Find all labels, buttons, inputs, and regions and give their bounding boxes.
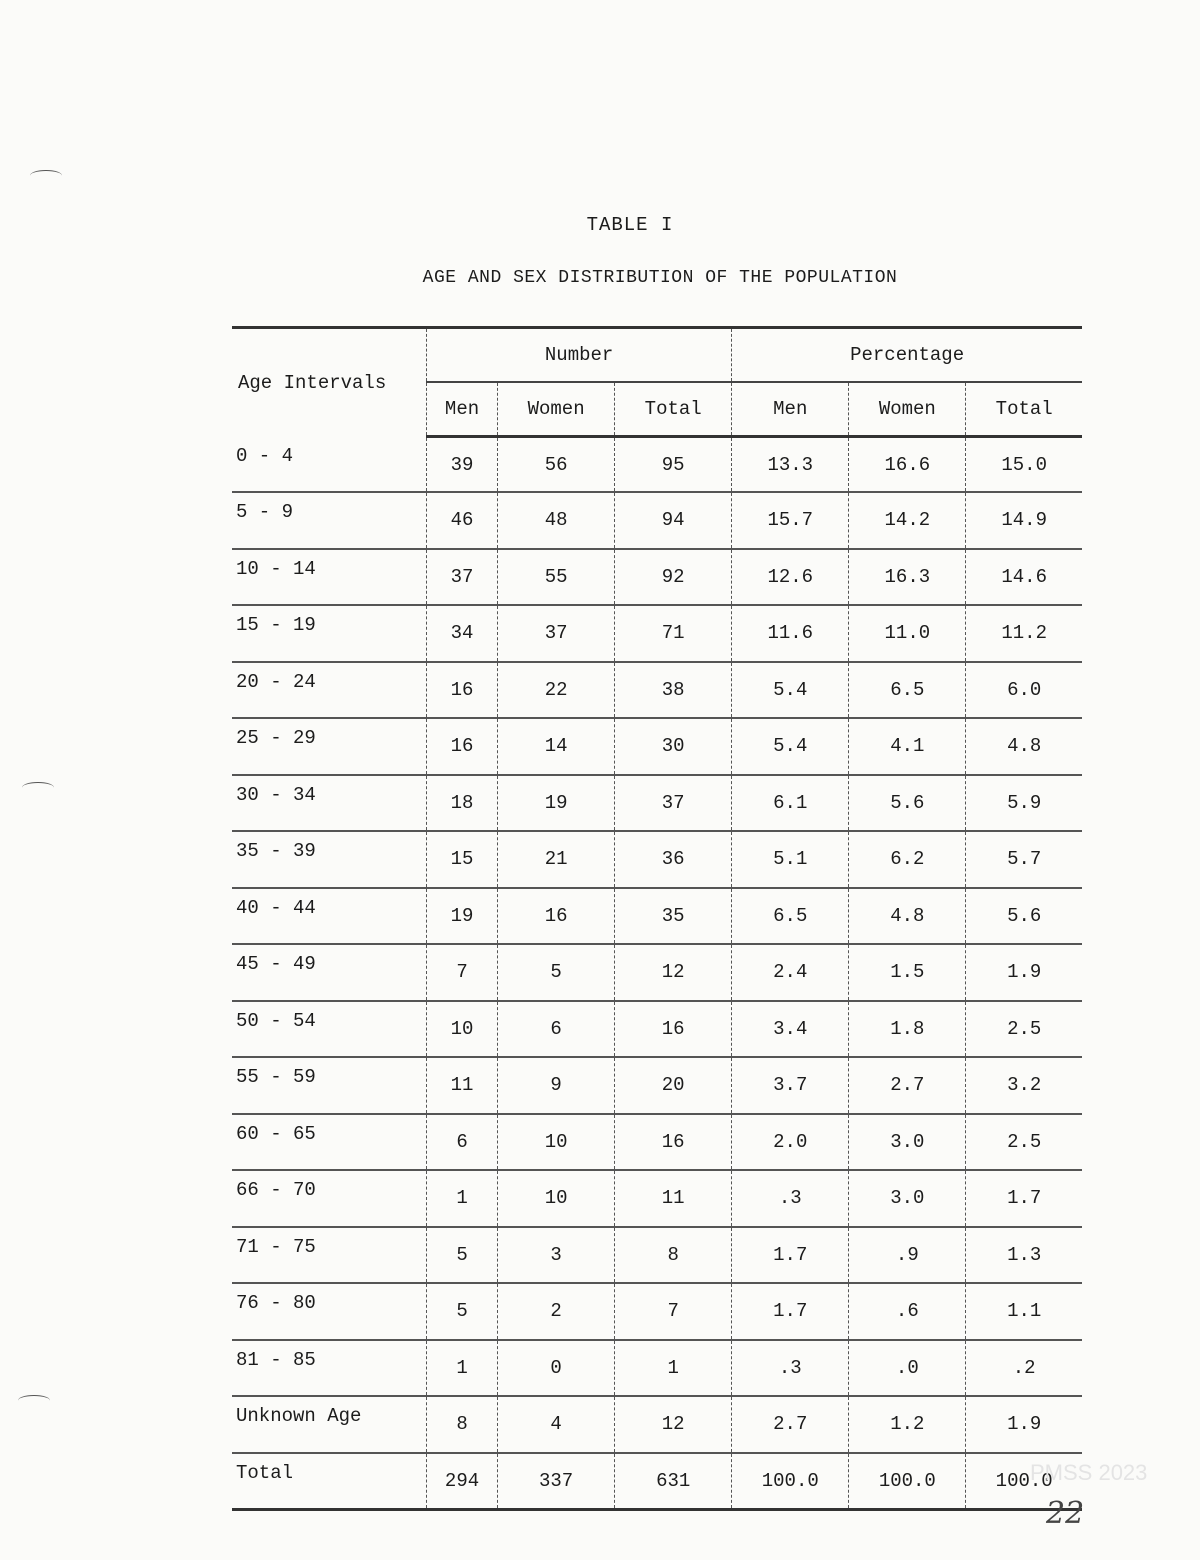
value-cell: 48 <box>498 492 615 549</box>
age-interval-cell: 30 - 34 <box>232 775 427 832</box>
value-cell: 12 <box>615 1396 732 1453</box>
value-cell: 3.4 <box>732 1001 849 1058</box>
age-interval-cell: 35 - 39 <box>232 831 427 888</box>
value-cell: 39 <box>427 437 498 493</box>
value-cell: 14 <box>498 718 615 775</box>
table-row <box>232 1283 1082 1340</box>
value-cell: 15 <box>427 831 498 888</box>
value-cell: 14.6 <box>966 549 1082 606</box>
value-cell: 15.7 <box>732 492 849 549</box>
age-interval-cell: 40 - 44 <box>232 888 427 945</box>
value-cell: 6 <box>427 1114 498 1171</box>
age-interval-cell: 5 - 9 <box>232 492 427 549</box>
age-interval-cell: 60 - 65 <box>232 1114 427 1171</box>
age-interval-cell: 45 - 49 <box>232 944 427 1001</box>
value-cell: 7 <box>427 944 498 1001</box>
table-row <box>232 1170 1082 1227</box>
number-group-header: Number <box>427 328 732 383</box>
value-cell: 1.7 <box>732 1227 849 1284</box>
value-cell: 294 <box>427 1453 498 1510</box>
value-cell: 22 <box>498 662 615 719</box>
value-cell: 10 <box>427 1001 498 1058</box>
total-row <box>232 1453 1082 1510</box>
value-cell: 5.1 <box>732 831 849 888</box>
value-cell: 4 <box>498 1396 615 1453</box>
table-row <box>232 775 1082 832</box>
watermark: PMSS 2023 <box>1030 1460 1148 1485</box>
value-cell: 2.0 <box>732 1114 849 1171</box>
value-cell: 18 <box>427 775 498 832</box>
value-cell: 1.7 <box>732 1283 849 1340</box>
table-row <box>232 605 1082 662</box>
value-cell: 30 <box>615 718 732 775</box>
value-cell: 37 <box>615 775 732 832</box>
table-row <box>232 1227 1082 1284</box>
value-cell: 1.9 <box>966 944 1082 1001</box>
age-interval-cell: 0 - 4 <box>232 437 427 493</box>
table-row <box>232 944 1082 1001</box>
table-row <box>232 492 1082 549</box>
value-cell: 5.4 <box>732 662 849 719</box>
value-cell: 3.7 <box>732 1057 849 1114</box>
age-interval-cell: 50 - 54 <box>232 1001 427 1058</box>
value-cell: 16 <box>498 888 615 945</box>
page-number: 22 <box>1046 1496 1085 1531</box>
table-subtitle: AGE AND SEX DISTRIBUTION OF THE POPULATION <box>422 268 898 288</box>
percentage-men-header: Men <box>732 382 849 437</box>
value-cell: 1 <box>427 1340 498 1397</box>
value-cell: 1 <box>615 1340 732 1397</box>
table-row <box>232 888 1082 945</box>
value-cell: 2 <box>498 1283 615 1340</box>
age-interval-cell: 20 - 24 <box>232 662 427 719</box>
value-cell: 13.3 <box>732 437 849 493</box>
age-interval-cell: 71 - 75 <box>232 1227 427 1284</box>
value-cell: 6 <box>498 1001 615 1058</box>
age-interval-cell: 10 - 14 <box>232 549 427 606</box>
table-row <box>232 1114 1082 1171</box>
value-cell: 34 <box>427 605 498 662</box>
value-cell: 14.9 <box>966 492 1082 549</box>
age-sex-distribution-table <box>232 326 1082 1511</box>
value-cell: 5 <box>427 1227 498 1284</box>
value-cell: 36 <box>615 831 732 888</box>
table-row <box>232 1001 1082 1058</box>
value-cell: 2.7 <box>849 1057 966 1114</box>
value-cell: 2.4 <box>732 944 849 1001</box>
number-total-header: Total <box>615 382 732 437</box>
value-cell: 5 <box>427 1283 498 1340</box>
value-cell: 6.5 <box>849 662 966 719</box>
value-cell: 20 <box>615 1057 732 1114</box>
table-row <box>232 437 1082 493</box>
age-interval-cell: 25 - 29 <box>232 718 427 775</box>
value-cell: 14.2 <box>849 492 966 549</box>
value-cell: 5.4 <box>732 718 849 775</box>
value-cell: 16 <box>615 1114 732 1171</box>
age-interval-cell: 76 - 80 <box>232 1283 427 1340</box>
value-cell: 56 <box>498 437 615 493</box>
percentage-total-header: Total <box>966 382 1082 437</box>
value-cell: 3 <box>498 1227 615 1284</box>
value-cell: 11.0 <box>849 605 966 662</box>
value-cell: 1.8 <box>849 1001 966 1058</box>
value-cell: 4.8 <box>966 718 1082 775</box>
value-cell: 7 <box>615 1283 732 1340</box>
value-cell: 16.6 <box>849 437 966 493</box>
age-interval-cell: 15 - 19 <box>232 605 427 662</box>
value-cell: 5.9 <box>966 775 1082 832</box>
value-cell: .9 <box>849 1227 966 1284</box>
value-cell: 15.0 <box>966 437 1082 493</box>
value-cell: 6.2 <box>849 831 966 888</box>
value-cell: 0 <box>498 1340 615 1397</box>
value-cell: 2.5 <box>966 1001 1082 1058</box>
value-cell: 19 <box>498 775 615 832</box>
value-cell: 1.1 <box>966 1283 1082 1340</box>
value-cell: 5.7 <box>966 831 1082 888</box>
number-women-header: Women <box>498 382 615 437</box>
value-cell: 37 <box>427 549 498 606</box>
value-cell: 6.0 <box>966 662 1082 719</box>
value-cell: .3 <box>732 1170 849 1227</box>
value-cell: 100.0 <box>849 1453 966 1510</box>
value-cell: 2.7 <box>732 1396 849 1453</box>
value-cell: 16.3 <box>849 549 966 606</box>
value-cell: 4.1 <box>849 718 966 775</box>
value-cell: 94 <box>615 492 732 549</box>
table-title: TABLE I <box>586 214 674 236</box>
value-cell: 5 <box>498 944 615 1001</box>
value-cell: .2 <box>966 1340 1082 1397</box>
age-interval-cell: 66 - 70 <box>232 1170 427 1227</box>
table-row <box>232 1340 1082 1397</box>
number-men-header: Men <box>427 382 498 437</box>
value-cell: 55 <box>498 549 615 606</box>
value-cell: 1.7 <box>966 1170 1082 1227</box>
value-cell: 11.2 <box>966 605 1082 662</box>
value-cell: 16 <box>615 1001 732 1058</box>
value-cell: 10 <box>498 1170 615 1227</box>
value-cell: 11 <box>615 1170 732 1227</box>
table-row <box>232 549 1082 606</box>
value-cell: 95 <box>615 437 732 493</box>
value-cell: 4.8 <box>849 888 966 945</box>
value-cell: 12 <box>615 944 732 1001</box>
value-cell: .3 <box>732 1340 849 1397</box>
value-cell: 3.0 <box>849 1114 966 1171</box>
value-cell: 3.2 <box>966 1057 1082 1114</box>
value-cell: .0 <box>849 1340 966 1397</box>
value-cell: 1.9 <box>966 1396 1082 1453</box>
age-interval-cell: Unknown Age <box>232 1396 427 1453</box>
value-cell: 10 <box>498 1114 615 1171</box>
value-cell: 1.5 <box>849 944 966 1001</box>
value-cell: 12.6 <box>732 549 849 606</box>
value-cell: 21 <box>498 831 615 888</box>
value-cell: 35 <box>615 888 732 945</box>
value-cell: 71 <box>615 605 732 662</box>
value-cell: 6.1 <box>732 775 849 832</box>
scan-mark <box>30 170 62 181</box>
value-cell: 38 <box>615 662 732 719</box>
percentage-women-header: Women <box>849 382 966 437</box>
value-cell: 5.6 <box>966 888 1082 945</box>
value-cell: 6.5 <box>732 888 849 945</box>
table-row <box>232 1396 1082 1453</box>
table-row <box>232 1057 1082 1114</box>
value-cell: 337 <box>498 1453 615 1510</box>
value-cell: 11.6 <box>732 605 849 662</box>
value-cell: 5.6 <box>849 775 966 832</box>
value-cell: 3.0 <box>849 1170 966 1227</box>
value-cell: 11 <box>427 1057 498 1114</box>
value-cell: 37 <box>498 605 615 662</box>
value-cell: .6 <box>849 1283 966 1340</box>
table-row <box>232 662 1082 719</box>
value-cell: 1.2 <box>849 1396 966 1453</box>
value-cell: 631 <box>615 1453 732 1510</box>
value-cell: 8 <box>615 1227 732 1284</box>
scan-mark <box>18 1395 50 1406</box>
value-cell: 100.0 <box>966 1453 1082 1510</box>
table-row <box>232 831 1082 888</box>
age-interval-cell: Total <box>232 1453 427 1510</box>
value-cell: 16 <box>427 718 498 775</box>
value-cell: 19 <box>427 888 498 945</box>
table-row <box>232 718 1082 775</box>
value-cell: 1 <box>427 1170 498 1227</box>
scan-mark <box>22 782 54 793</box>
percentage-group-header: Percentage <box>732 328 1082 383</box>
value-cell: 9 <box>498 1057 615 1114</box>
value-cell: 16 <box>427 662 498 719</box>
age-intervals-header: Age Intervals <box>232 328 427 437</box>
value-cell: 92 <box>615 549 732 606</box>
value-cell: 1.3 <box>966 1227 1082 1284</box>
age-interval-cell: 81 - 85 <box>232 1340 427 1397</box>
value-cell: 8 <box>427 1396 498 1453</box>
value-cell: 46 <box>427 492 498 549</box>
value-cell: 2.5 <box>966 1114 1082 1171</box>
value-cell: 100.0 <box>732 1453 849 1510</box>
age-interval-cell: 55 - 59 <box>232 1057 427 1114</box>
